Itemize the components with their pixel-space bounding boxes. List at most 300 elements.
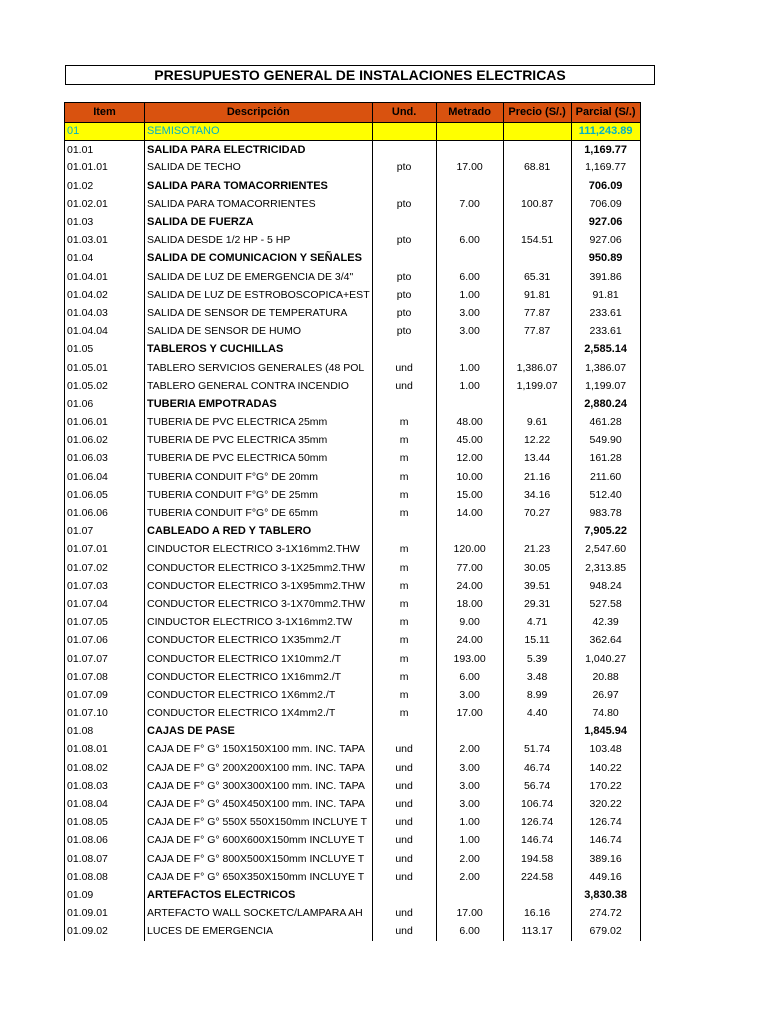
cell-description: SALIDA PARA TOMACORRIENTES [145, 195, 373, 213]
cell-unit: m [372, 486, 436, 504]
cell-partial: 126.74 [571, 814, 640, 832]
cell-quantity: 77.00 [436, 559, 503, 577]
cell-partial: 233.61 [571, 323, 640, 341]
cell-quantity: 15.00 [436, 486, 503, 504]
cell-item: 01.08.05 [65, 814, 145, 832]
table-row [65, 577, 641, 595]
cell-quantity: 6.00 [436, 268, 503, 286]
cell-partial: 103.48 [571, 741, 640, 759]
cell-item: 01.08.02 [65, 759, 145, 777]
cell-item: 01.04.02 [65, 286, 145, 304]
cell-price: 16.16 [503, 905, 571, 923]
cell-quantity: 2.00 [436, 741, 503, 759]
cell-description: CAJA DE F° G° 150X150X100 mm. INC. TAPA [145, 741, 373, 759]
cell-unit: und [372, 741, 436, 759]
table-row [65, 504, 641, 522]
cell-quantity: 1.00 [436, 286, 503, 304]
cell-quantity: 1.00 [436, 377, 503, 395]
section-row [65, 123, 641, 141]
cell-description: ARTEFACTO WALL SOCKETC/LAMPARA AH [145, 905, 373, 923]
cell-quantity [436, 141, 503, 159]
cell-description: CONDUCTOR ELECTRICO 1X6mm2./T [145, 686, 373, 704]
cell-partial: 7,905.22 [571, 523, 640, 541]
cell-quantity: 24.00 [436, 632, 503, 650]
cell-partial: 950.89 [571, 250, 640, 268]
cell-quantity: 1.00 [436, 832, 503, 850]
cell-quantity: 6.00 [436, 923, 503, 941]
cell-item: 01.05 [65, 341, 145, 359]
group-row [65, 723, 641, 741]
cell-unit: pto [372, 304, 436, 322]
cell-partial: 2,585.14 [571, 341, 640, 359]
cell-description: SALIDA DE FUERZA [145, 213, 373, 231]
cell-unit: und [372, 777, 436, 795]
cell-price: 126.74 [503, 814, 571, 832]
group-row [65, 395, 641, 413]
cell-unit: m [372, 414, 436, 432]
cell-item: 01.04.03 [65, 304, 145, 322]
cell-partial: 449.16 [571, 868, 640, 886]
cell-price: 4.40 [503, 705, 571, 723]
cell-quantity [436, 886, 503, 904]
cell-unit: m [372, 559, 436, 577]
cell-price: 15.11 [503, 632, 571, 650]
table-row [65, 159, 641, 177]
cell-description: CONDUCTOR ELECTRICO 3-1X95mm2.THW [145, 577, 373, 595]
cell-item: 01.06.06 [65, 504, 145, 522]
cell-partial: 512.40 [571, 486, 640, 504]
cell-partial: 362.64 [571, 632, 640, 650]
cell-item: 01.03.01 [65, 232, 145, 250]
cell-unit [372, 723, 436, 741]
cell-partial: 320.22 [571, 795, 640, 813]
cell-quantity: 48.00 [436, 414, 503, 432]
cell-item: 01.09.02 [65, 923, 145, 941]
cell-unit [372, 523, 436, 541]
cell-quantity: 45.00 [436, 432, 503, 450]
cell-description: SALIDA DE SENSOR DE TEMPERATURA [145, 304, 373, 322]
cell-item: 01.07.10 [65, 705, 145, 723]
cell-unit: m [372, 595, 436, 613]
cell-description: CONDUCTOR ELECTRICO 3-1X70mm2.THW [145, 595, 373, 613]
table-row [65, 595, 641, 613]
cell-partial: 233.61 [571, 304, 640, 322]
cell-item: 01.06.01 [65, 414, 145, 432]
cell-unit: m [372, 650, 436, 668]
cell-price: 8.99 [503, 686, 571, 704]
cell-description: CAJA DE F° G° 550X 550X150mm INCLUYE T [145, 814, 373, 832]
cell-description: TUBERIA CONDUIT F°G° DE 25mm [145, 486, 373, 504]
table-row [65, 450, 641, 468]
table-row [65, 232, 641, 250]
cell-description: TUBERIA CONDUIT F°G° DE 65mm [145, 504, 373, 522]
cell-partial: 211.60 [571, 468, 640, 486]
cell-price: 51.74 [503, 741, 571, 759]
cell-unit: pto [372, 232, 436, 250]
cell-item: 01.07.06 [65, 632, 145, 650]
table-row [65, 304, 641, 322]
group-row [65, 141, 641, 159]
cell-price: 5.39 [503, 650, 571, 668]
cell-description: TUBERIA DE PVC ELECTRICA 50mm [145, 450, 373, 468]
cell-price: 1,386.07 [503, 359, 571, 377]
cell-price: 13.44 [503, 450, 571, 468]
cell-partial: 161.28 [571, 450, 640, 468]
table-row [65, 268, 641, 286]
cell-unit: m [372, 686, 436, 704]
cell-description: TUBERIA EMPOTRADAS [145, 395, 373, 413]
cell-partial: 3,830.38 [571, 886, 640, 904]
cell-partial: 1,040.27 [571, 650, 640, 668]
cell-item: 01.07.01 [65, 541, 145, 559]
cell-description: ARTEFACTOS ELECTRICOS [145, 886, 373, 904]
cell-partial: 706.09 [571, 177, 640, 195]
cell-unit: m [372, 668, 436, 686]
cell-quantity: 17.00 [436, 705, 503, 723]
cell-price: 30.05 [503, 559, 571, 577]
table-row [65, 559, 641, 577]
cell-quantity: 12.00 [436, 450, 503, 468]
cell-price [503, 213, 571, 231]
cell-unit: m [372, 504, 436, 522]
budget-table [64, 102, 641, 941]
table-row [65, 777, 641, 795]
cell-price: 3.48 [503, 668, 571, 686]
cell-price [503, 723, 571, 741]
header-item: Item [65, 103, 145, 123]
cell-quantity: 10.00 [436, 468, 503, 486]
cell-partial: 527.58 [571, 595, 640, 613]
table-row [65, 923, 641, 941]
cell-unit [372, 341, 436, 359]
cell-partial: 74.80 [571, 705, 640, 723]
cell-description: CAJA DE F° G° 200X200X100 mm. INC. TAPA [145, 759, 373, 777]
cell-unit: und [372, 850, 436, 868]
cell-partial: 389.16 [571, 850, 640, 868]
cell-price [503, 341, 571, 359]
cell-price: 56.74 [503, 777, 571, 795]
cell-description: SALIDA DE SENSOR DE HUMO [145, 323, 373, 341]
cell-unit [372, 123, 436, 141]
cell-description: SALIDA DESDE 1/2 HP - 5 HP [145, 232, 373, 250]
cell-quantity: 6.00 [436, 668, 503, 686]
cell-description: CONDUCTOR ELECTRICO 1X16mm2./T [145, 668, 373, 686]
table-row [65, 705, 641, 723]
cell-item: 01.08.07 [65, 850, 145, 868]
cell-quantity: 1.00 [436, 814, 503, 832]
cell-quantity: 3.00 [436, 323, 503, 341]
cell-unit: m [372, 450, 436, 468]
cell-unit [372, 395, 436, 413]
cell-description: SEMISOTANO [145, 123, 373, 141]
header-partial: Parcial (S/.) [571, 103, 640, 123]
table-row [65, 468, 641, 486]
cell-price: 68.81 [503, 159, 571, 177]
cell-item: 01.01.01 [65, 159, 145, 177]
cell-item: 01.02 [65, 177, 145, 195]
cell-description: CAJA DE F° G° 600X600X150mm INCLUYE T [145, 832, 373, 850]
cell-quantity [436, 250, 503, 268]
cell-item: 01.09 [65, 886, 145, 904]
group-row [65, 523, 641, 541]
cell-partial: 983.78 [571, 504, 640, 522]
cell-unit: m [372, 705, 436, 723]
table-row [65, 614, 641, 632]
table-row [65, 868, 641, 886]
cell-price: 9.61 [503, 414, 571, 432]
cell-quantity: 24.00 [436, 577, 503, 595]
cell-price: 29.31 [503, 595, 571, 613]
cell-price: 100.87 [503, 195, 571, 213]
cell-unit [372, 213, 436, 231]
cell-partial: 146.74 [571, 832, 640, 850]
cell-unit: pto [372, 323, 436, 341]
cell-price: 77.87 [503, 323, 571, 341]
cell-item: 01.08.01 [65, 741, 145, 759]
cell-quantity: 3.00 [436, 795, 503, 813]
cell-partial: 1,386.07 [571, 359, 640, 377]
cell-price: 21.23 [503, 541, 571, 559]
group-row [65, 886, 641, 904]
cell-quantity: 7.00 [436, 195, 503, 213]
cell-partial: 26.97 [571, 686, 640, 704]
header-description: Descripción [145, 103, 373, 123]
cell-quantity: 1.00 [436, 359, 503, 377]
cell-item: 01.08.06 [65, 832, 145, 850]
cell-item: 01.04.01 [65, 268, 145, 286]
table-row [65, 414, 641, 432]
table-row [65, 486, 641, 504]
cell-unit: und [372, 832, 436, 850]
cell-unit: und [372, 923, 436, 941]
table-row [65, 814, 641, 832]
cell-quantity [436, 341, 503, 359]
table-row [65, 632, 641, 650]
cell-partial: 927.06 [571, 232, 640, 250]
table-row [65, 759, 641, 777]
cell-partial: 1,199.07 [571, 377, 640, 395]
cell-price: 1,199.07 [503, 377, 571, 395]
cell-quantity [436, 395, 503, 413]
cell-quantity: 6.00 [436, 232, 503, 250]
cell-unit: pto [372, 268, 436, 286]
cell-unit: und [372, 814, 436, 832]
header-row [65, 103, 641, 123]
cell-item: 01.06.02 [65, 432, 145, 450]
cell-unit: und [372, 795, 436, 813]
cell-unit: m [372, 632, 436, 650]
cell-item: 01.08.03 [65, 777, 145, 795]
cell-price: 77.87 [503, 304, 571, 322]
cell-item: 01 [65, 123, 145, 141]
table-row [65, 541, 641, 559]
cell-unit [372, 886, 436, 904]
cell-item: 01.06.05 [65, 486, 145, 504]
cell-price: 34.16 [503, 486, 571, 504]
cell-unit: und [372, 759, 436, 777]
cell-item: 01.07.04 [65, 595, 145, 613]
table-row [65, 195, 641, 213]
cell-unit: m [372, 468, 436, 486]
cell-description: CONDUCTOR ELECTRICO 1X35mm2./T [145, 632, 373, 650]
cell-price: 113.17 [503, 923, 571, 941]
cell-partial: 274.72 [571, 905, 640, 923]
cell-description: SALIDA PARA ELECTRICIDAD [145, 141, 373, 159]
group-row [65, 341, 641, 359]
cell-partial: 461.28 [571, 414, 640, 432]
cell-price [503, 250, 571, 268]
cell-quantity [436, 177, 503, 195]
cell-unit: m [372, 614, 436, 632]
cell-price [503, 395, 571, 413]
cell-unit: m [372, 432, 436, 450]
cell-description: CINDUCTOR ELECTRICO 3-1X16mm2.TW [145, 614, 373, 632]
cell-unit: und [372, 868, 436, 886]
cell-item: 01.07 [65, 523, 145, 541]
cell-price [503, 523, 571, 541]
cell-description: CABLEADO A RED Y TABLERO [145, 523, 373, 541]
cell-price [503, 123, 571, 141]
table-row [65, 668, 641, 686]
table-row [65, 432, 641, 450]
cell-item: 01.07.03 [65, 577, 145, 595]
cell-item: 01.07.02 [65, 559, 145, 577]
cell-partial: 1,169.77 [571, 141, 640, 159]
cell-description: TABLERO GENERAL CONTRA INCENDIO [145, 377, 373, 395]
cell-item: 01.03 [65, 213, 145, 231]
cell-unit [372, 141, 436, 159]
cell-quantity: 2.00 [436, 868, 503, 886]
cell-quantity: 120.00 [436, 541, 503, 559]
cell-unit: m [372, 577, 436, 595]
cell-partial: 948.24 [571, 577, 640, 595]
cell-partial: 2,313.85 [571, 559, 640, 577]
cell-quantity: 18.00 [436, 595, 503, 613]
cell-partial: 20.88 [571, 668, 640, 686]
cell-price: 21.16 [503, 468, 571, 486]
cell-unit: und [372, 359, 436, 377]
cell-quantity [436, 723, 503, 741]
table-row [65, 850, 641, 868]
cell-partial: 391.86 [571, 268, 640, 286]
cell-price: 146.74 [503, 832, 571, 850]
cell-item: 01.04 [65, 250, 145, 268]
cell-quantity: 2.00 [436, 850, 503, 868]
cell-quantity [436, 523, 503, 541]
cell-partial: 549.90 [571, 432, 640, 450]
cell-description: CAJA DE F° G° 450X450X100 mm. INC. TAPA [145, 795, 373, 813]
cell-description: CAJAS DE PASE [145, 723, 373, 741]
cell-price: 39.51 [503, 577, 571, 595]
header-unit: Und. [372, 103, 436, 123]
table-row [65, 832, 641, 850]
table-row [65, 359, 641, 377]
cell-description: TUBERIA DE PVC ELECTRICA 25mm [145, 414, 373, 432]
cell-item: 01.02.01 [65, 195, 145, 213]
cell-partial: 2,547.60 [571, 541, 640, 559]
cell-price: 12.22 [503, 432, 571, 450]
cell-description: CAJA DE F° G° 650X350X150mm INCLUYE T [145, 868, 373, 886]
cell-partial: 170.22 [571, 777, 640, 795]
group-row [65, 177, 641, 195]
table-row [65, 323, 641, 341]
cell-partial: 706.09 [571, 195, 640, 213]
cell-price: 91.81 [503, 286, 571, 304]
cell-description: LUCES DE EMERGENCIA [145, 923, 373, 941]
cell-price: 154.51 [503, 232, 571, 250]
cell-partial: 91.81 [571, 286, 640, 304]
table-row [65, 650, 641, 668]
cell-description: TABLEROS Y CUCHILLAS [145, 341, 373, 359]
cell-price: 106.74 [503, 795, 571, 813]
cell-quantity: 3.00 [436, 686, 503, 704]
cell-description: CAJA DE F° G° 800X500X150mm INCLUYE T [145, 850, 373, 868]
cell-unit: und [372, 377, 436, 395]
group-row [65, 213, 641, 231]
cell-price [503, 886, 571, 904]
cell-price [503, 177, 571, 195]
cell-description: CONDUCTOR ELECTRICO 1X4mm2./T [145, 705, 373, 723]
cell-quantity: 17.00 [436, 159, 503, 177]
cell-description: CONDUCTOR ELECTRICO 1X10mm2./T [145, 650, 373, 668]
cell-quantity: 17.00 [436, 905, 503, 923]
cell-partial: 2,880.24 [571, 395, 640, 413]
cell-price: 224.58 [503, 868, 571, 886]
table-row [65, 795, 641, 813]
table-row [65, 905, 641, 923]
cell-price: 4.71 [503, 614, 571, 632]
cell-description: TUBERIA DE PVC ELECTRICA 35mm [145, 432, 373, 450]
cell-description: SALIDA DE LUZ DE EMERGENCIA DE 3/4" [145, 268, 373, 286]
header-price: Precio (S/.) [503, 103, 571, 123]
cell-partial: 1,845.94 [571, 723, 640, 741]
cell-item: 01.09.01 [65, 905, 145, 923]
cell-item: 01.07.09 [65, 686, 145, 704]
cell-item: 01.06.03 [65, 450, 145, 468]
cell-partial: 42.39 [571, 614, 640, 632]
cell-item: 01.05.01 [65, 359, 145, 377]
cell-description: CAJA DE F° G° 300X300X100 mm. INC. TAPA [145, 777, 373, 795]
cell-item: 01.08 [65, 723, 145, 741]
cell-price: 46.74 [503, 759, 571, 777]
cell-quantity: 193.00 [436, 650, 503, 668]
cell-price [503, 141, 571, 159]
cell-description: CONDUCTOR ELECTRICO 3-1X25mm2.THW [145, 559, 373, 577]
cell-item: 01.05.02 [65, 377, 145, 395]
cell-quantity: 14.00 [436, 504, 503, 522]
group-row [65, 250, 641, 268]
cell-unit [372, 250, 436, 268]
cell-unit: m [372, 541, 436, 559]
cell-description: TABLERO SERVICIOS GENERALES (48 POL [145, 359, 373, 377]
cell-description: CINDUCTOR ELECTRICO 3-1X16mm2.THW [145, 541, 373, 559]
cell-unit: und [372, 905, 436, 923]
page-title: PRESUPUESTO GENERAL DE INSTALACIONES ELECTRICAS [65, 65, 655, 85]
cell-quantity: 3.00 [436, 759, 503, 777]
cell-item: 01.06.04 [65, 468, 145, 486]
table-row [65, 686, 641, 704]
cell-unit: pto [372, 286, 436, 304]
cell-item: 01.04.04 [65, 323, 145, 341]
cell-quantity: 3.00 [436, 777, 503, 795]
table-row [65, 377, 641, 395]
cell-partial: 679.02 [571, 923, 640, 941]
cell-quantity [436, 213, 503, 231]
cell-item: 01.01 [65, 141, 145, 159]
cell-price: 70.27 [503, 504, 571, 522]
cell-item: 01.08.04 [65, 795, 145, 813]
cell-description: TUBERIA CONDUIT F°G° DE 20mm [145, 468, 373, 486]
